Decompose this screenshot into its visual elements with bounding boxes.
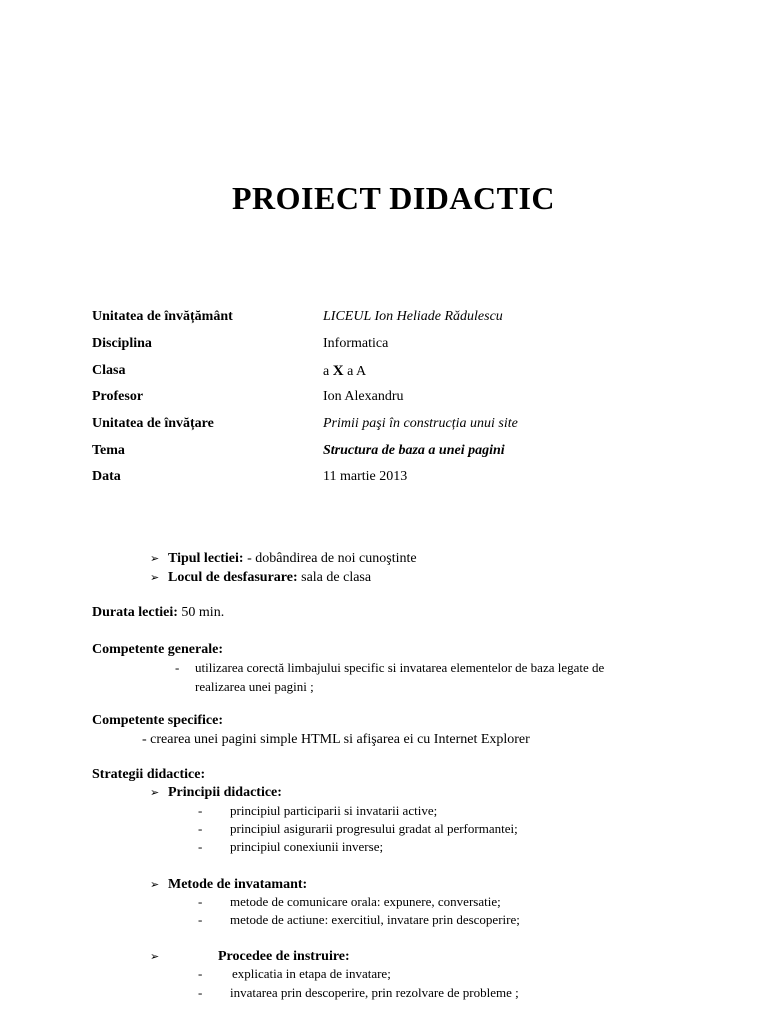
dash-icon: - (198, 803, 203, 818)
arrow-icon: ➢ (150, 572, 160, 584)
dash-icon: - (198, 985, 203, 1000)
bullet-label: Tipul lectiei: (168, 551, 244, 566)
info-value-post: a A (343, 364, 367, 379)
dash-icon: - (175, 660, 180, 675)
competente-specifice-text: - crearea unei pagini simple HTML si afişarea ei cu Internet Explorer (142, 732, 530, 747)
dash-icon: - (198, 966, 203, 981)
info-value: LICEUL Ion Heliade Rădulescu (323, 309, 503, 324)
item-text: metode de actiune: exercitiul, invatare prin descoperire; (230, 912, 520, 927)
info-label: Data (92, 469, 121, 484)
competente-generale-heading: Competente generale: (92, 642, 224, 657)
metode-label: Metode de invatamant: (168, 877, 308, 892)
item-text: invatarea prin descoperire, prin rezolvare de probleme ; (230, 985, 519, 1000)
dash-icon: - (198, 839, 203, 854)
item-text: principiul participarii si invatarii active; (230, 803, 438, 818)
strategii-heading: Strategii didactice: (92, 767, 206, 782)
info-value: 11 martie 2013 (323, 469, 408, 484)
dash-icon: - (198, 912, 203, 927)
info-value (323, 362, 366, 381)
metode-item (198, 912, 520, 928)
principii-item (198, 839, 383, 855)
info-value-bold: X (332, 363, 344, 379)
item-text: principiul asigurarii progresului gradat al performantei; (230, 821, 518, 836)
bullet-tipul-lectiei (150, 550, 417, 568)
durata-lectiei (92, 604, 224, 622)
metode-heading (150, 876, 307, 894)
info-value: Informatica (323, 336, 389, 351)
info-label: Disciplina (92, 336, 152, 351)
info-label: Unitatea de învățare (92, 416, 214, 431)
procedee-label: Procedee de instruire: (218, 949, 350, 964)
info-label: Tema (92, 443, 125, 458)
item-text: explicatia in etapa de invatare; (232, 966, 391, 981)
durata-text: 50 min. (177, 605, 225, 620)
procedee-heading (150, 948, 350, 966)
arrow-icon: ➢ (150, 787, 160, 799)
principii-item (198, 803, 437, 819)
bullet-text: sala de clasa (297, 570, 372, 585)
info-label: Unitatea de învățământ (92, 309, 233, 324)
principii-item (198, 821, 518, 837)
arrow-icon: ➢ (150, 951, 160, 963)
arrow-icon: ➢ (150, 879, 160, 891)
dash-icon: - (198, 821, 203, 836)
info-value: Ion Alexandru (323, 389, 404, 404)
competente-specifice-heading: Competente specifice: (92, 713, 224, 728)
dash-icon: - (198, 894, 203, 909)
metode-item (198, 894, 501, 910)
principii-label: Principii didactice: (168, 785, 282, 800)
item-text: principiul conexiunii inverse; (230, 839, 384, 854)
item-text: metode de comunicare orala: expunere, conversatie; (230, 894, 501, 909)
item-text: utilizarea corectă limbajului specific si invatarea elementelor de baza legate de (195, 660, 605, 675)
info-value: Primii paşi în construcția unui site (323, 416, 518, 431)
procedee-item (198, 985, 519, 1001)
procedee-item (198, 966, 391, 982)
competente-generale-item-cont: realizarea unei pagini ; (195, 679, 314, 694)
bullet-text: - dobândirea de noi cunoştinte (243, 551, 417, 566)
principii-heading (150, 784, 282, 802)
arrow-icon: ➢ (150, 553, 160, 565)
competente-generale-item (175, 660, 604, 676)
info-label: Clasa (92, 363, 126, 378)
bullet-label: Locul de desfasurare: (168, 570, 298, 585)
info-value: Structura de baza a unei pagini (323, 443, 505, 458)
info-value-pre: a (323, 364, 333, 379)
durata-label: Durata lectiei: (92, 605, 178, 620)
info-label: Profesor (92, 389, 144, 404)
page-title: PROIECT DIDACTIC (231, 180, 555, 216)
bullet-locul-desfasurare (150, 569, 371, 587)
